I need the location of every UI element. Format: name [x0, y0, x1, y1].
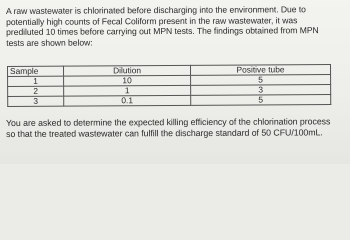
cell-sample: 2	[8, 86, 64, 96]
intro-line-3: prediluted 10 times before carrying out MPN tests. The findings obtained from MPN	[6, 25, 319, 38]
question-line-1: You are asked to determine the expected killing efficiency of the chlorination process	[6, 116, 331, 128]
cell-dilution: 10	[64, 75, 191, 86]
header-positive-tube: Positive tube	[190, 65, 330, 76]
cell-dilution: 1	[64, 85, 191, 96]
intro-line-4: tests are shown below:	[6, 37, 93, 48]
cell-sample: 3	[8, 96, 64, 106]
mpn-results-table	[7, 64, 331, 107]
intro-line-2: potentially high counts of Fecal Coliform present in the raw wastewater, it was	[6, 14, 298, 27]
header-dilution: Dilution	[64, 65, 191, 76]
header-sample: Sample	[8, 66, 64, 76]
cell-sample: 1	[8, 76, 64, 86]
cell-positive-tube: 3	[191, 85, 331, 96]
cell-positive-tube: 5	[191, 75, 331, 86]
question-paragraph	[6, 116, 350, 140]
cell-positive-tube: 5	[191, 95, 331, 106]
table-row	[8, 95, 331, 107]
problem-intro-paragraph	[6, 4, 346, 48]
intro-line-1: A raw wastewater is chlorinated before discharging into the environment. Due to	[6, 4, 306, 16]
question-line-2: so that the treated wastewater can fulfill the discharge standard of 50 CFU/100mL.	[6, 127, 323, 139]
cell-dilution: 0.1	[64, 95, 191, 106]
